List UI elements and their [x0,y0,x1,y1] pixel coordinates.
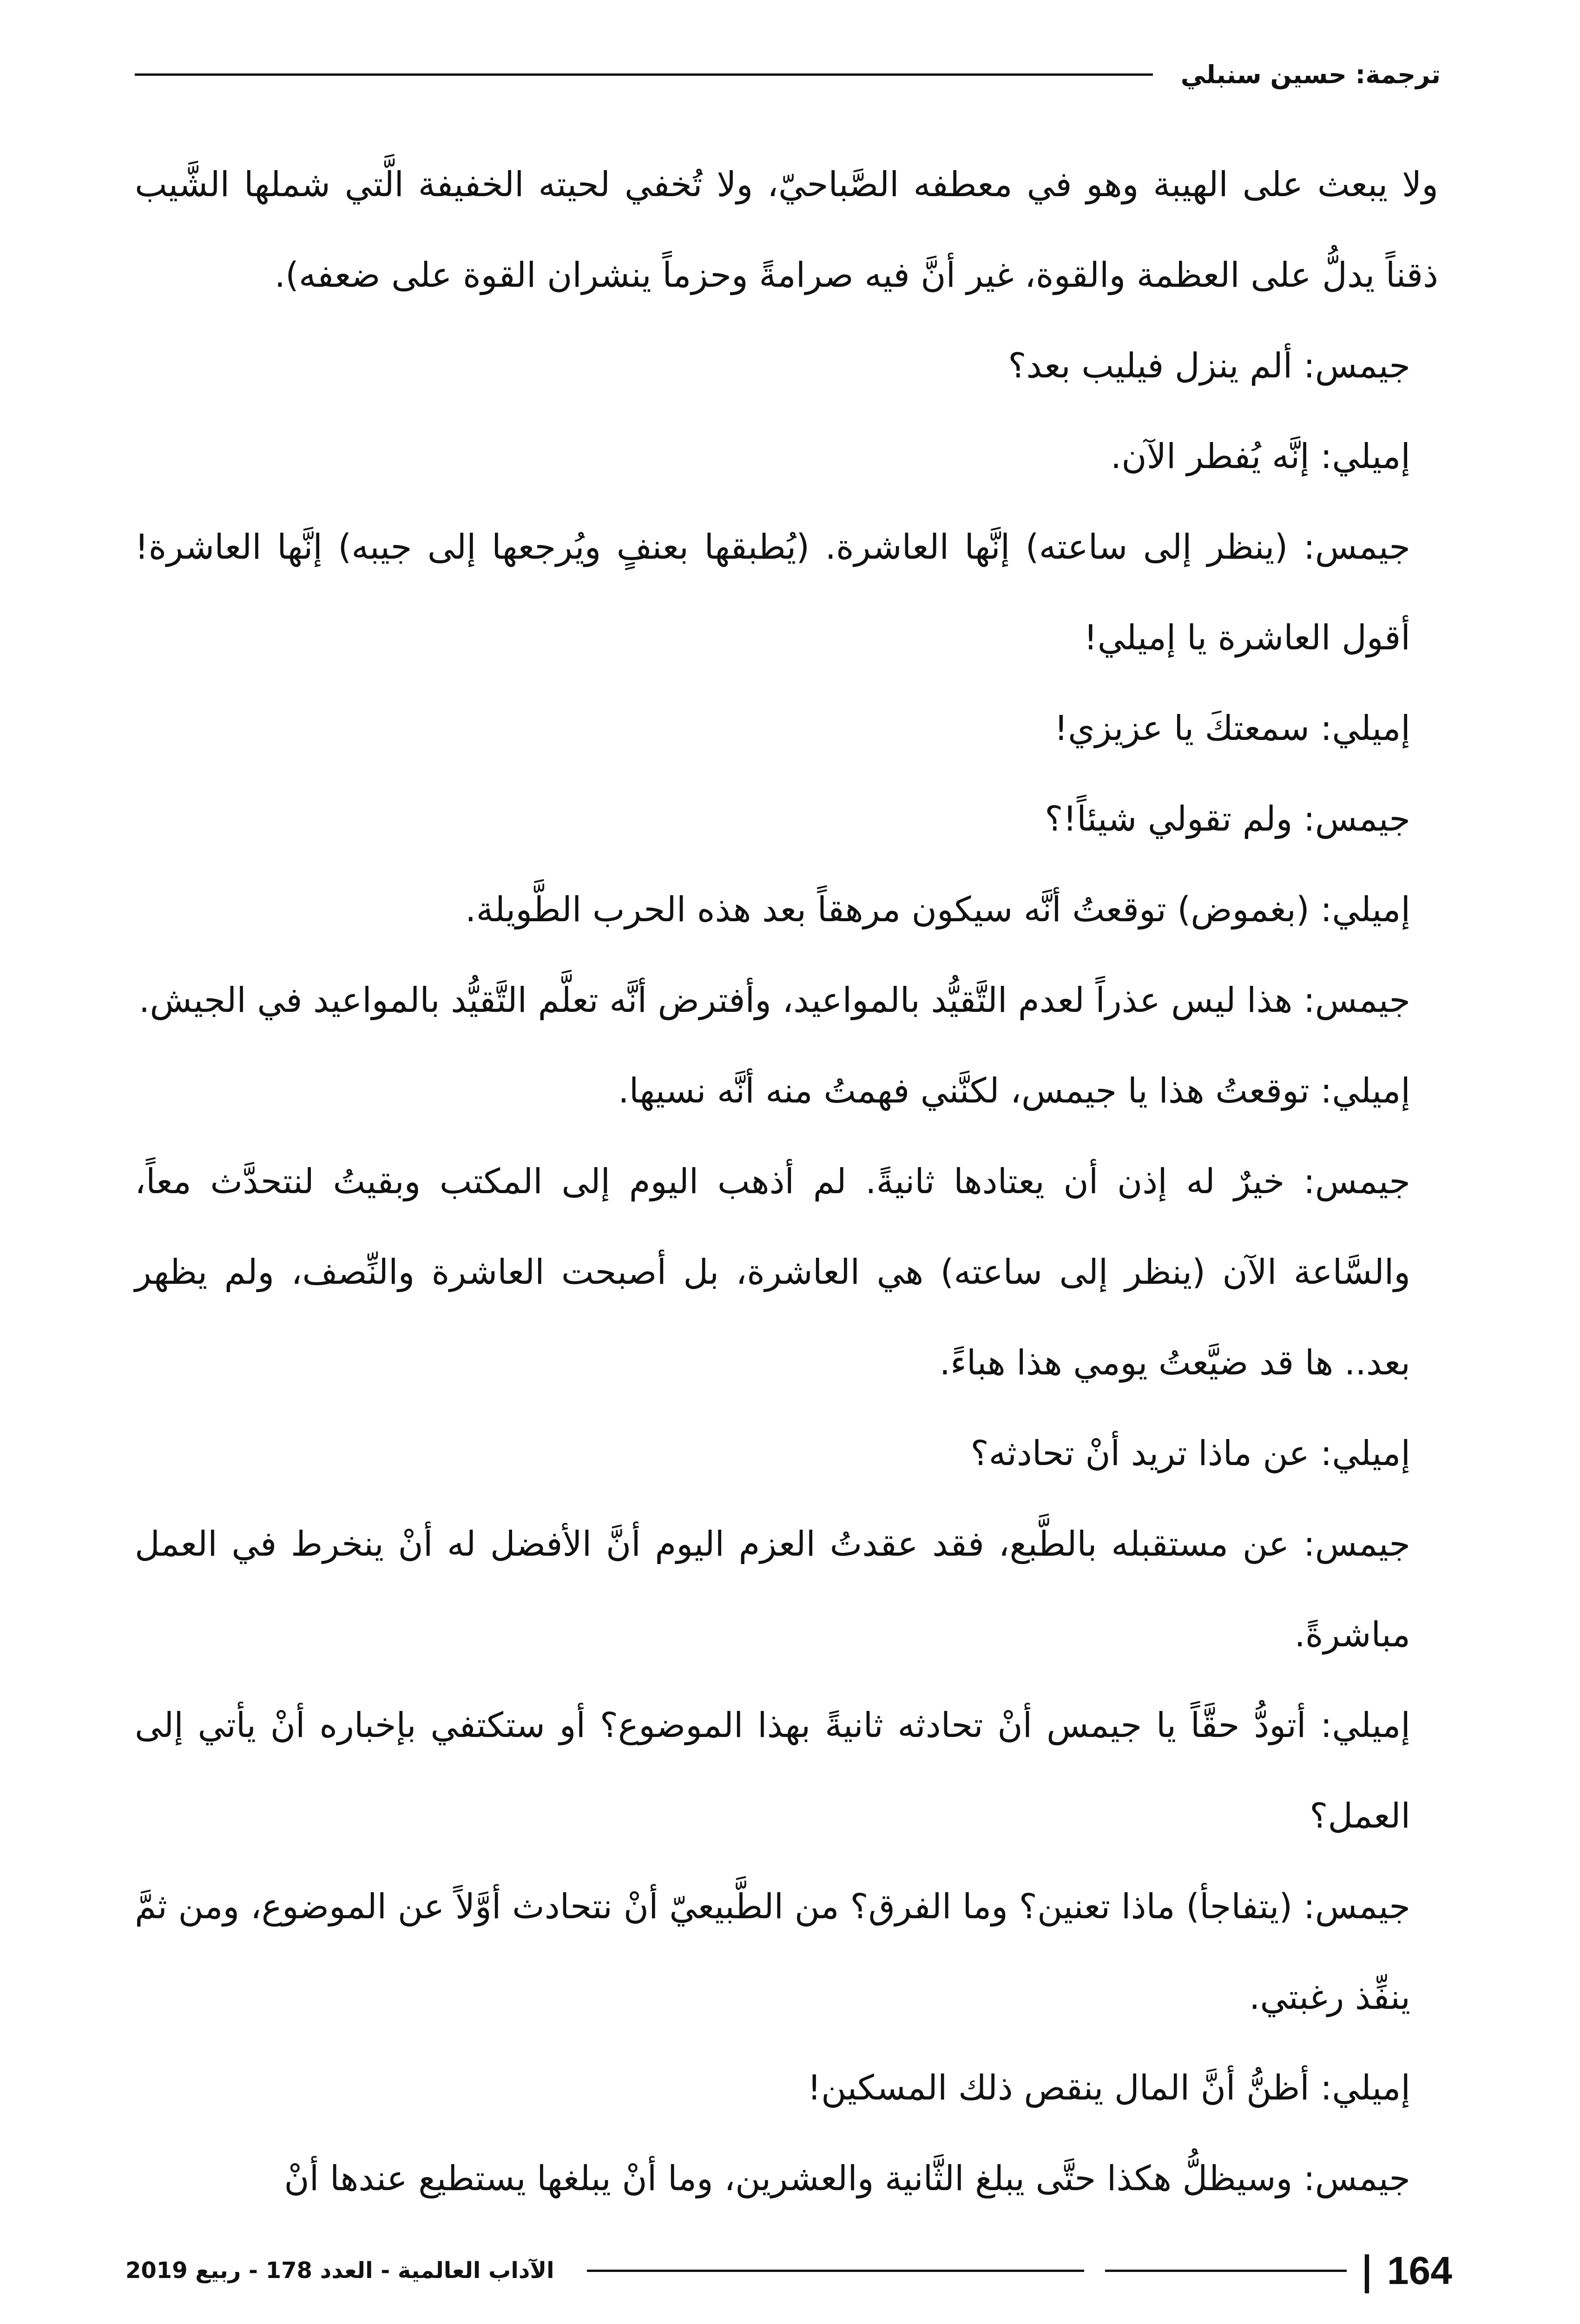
dialogue-line: إميلي: توقعتُ هذا يا جيمس، لكنَّني فهمتُ منه أنَّه نسيها. [618,1071,1410,1111]
dialogue-line: جيمس: ولم تقولي شيئاً!؟ [1045,799,1410,839]
dialogue-line: إميلي: سمعتكَ يا عزيزي! [1054,708,1410,748]
dialogue-line: إميلي: عن ماذا تريد أنْ تحادثه؟ [970,1433,1410,1473]
stage-direction-paragraph: ولا يبعث على الهيبة وهو في معطفه الصَّباحيّ، ولا تُخفي لحيته الخفيفة الَّتي شملها الشَّيب ذقناً يدلُّ على العظمة والقوة، غير أنَّ فيه صرامةً وحزماً ينشران القوة على ضعفه). [135,165,1438,295]
dialogue-line: جيمس: ألم ينزل فيليب بعد؟ [1008,346,1410,386]
page-number: 164 [1387,2248,1452,2292]
dialogue-line: جيمس: خيرٌ له إذن أن يعتادها ثانيةً. لم أذهب اليوم إلى المكتب وبقيتُ لنتحدَّث معاً، والسَّاعة الآن (ينظر إلى ساعته) هي العاشرة، بل أصبحت العاشرة والنِّصف، ولم يظهر بعد.. ها قد ضيَّعتُ يومي هذا هباءً. [135,1162,1410,1383]
dialogue-line: إميلي: أظنُّ أنَّ المال ينقص ذلك المسكين! [807,2068,1410,2108]
page-footer [125,2245,1452,2296]
dialogue-line: جيمس: هذا ليس عذراً لعدم التَّقيُّد بالمواعيد، وأفترض أنَّه تعلَّم التَّقيُّد بالمواعيد في الجيش. [138,980,1410,1020]
dialogue-line: جيمس: عن مستقبله بالطَّبع، فقد عقدتُ العزم اليوم أنَّ الأفضل له أنْ ينخرط في العمل مباشرةً. [135,1524,1410,1655]
dialogue-line: جيمس: (يتفاجأ) ماذا تعنين؟ وما الفرق؟ من الطَّبيعيّ أنْ نتحادث أوَّلاً عن الموضوع، ومن ثمَّ ينفِّذ رغبتي. [135,1887,1410,2017]
header-rule [135,73,1153,76]
dialogue-line: إميلي: (بغموض) توقعتُ أنَّه سيكون مرهقاً بعد هذه الحرب الطَّويلة. [465,890,1410,930]
dialogue-line: جيمس: وسيظلُّ هكذا حتَّى يبلغ الثَّانية والعشرين، وما أنْ يبلغها يستطيع عندها أنْ [284,2159,1410,2199]
footer-rule-short [1105,2270,1347,2272]
article-body [135,139,1438,2224]
dialogue-line: إميلي: أتودُّ حقَّاً يا جيمس أنْ تحادثه ثانيةً بهذا الموضوع؟ أو ستكتفي بإخباره أنْ يأتي إلى العمل؟ [135,1705,1410,1836]
dialogue-line: إميلي: إنَّه يُفطر الآن. [1110,436,1410,476]
page-header [135,51,1441,98]
footer-rule-long [587,2270,1085,2272]
page-number-separator: | [1360,2248,1374,2293]
journal-issue-label: الآداب العالمية - العدد 178 - ربيع 2019 [125,2258,554,2284]
dialogue-line: جيمس: (ينظر إلى ساعته) إنَّها العاشرة. (يُطبقها بعنفٍ ويُرجعها إلى جيبه) إنَّها العاشرة! أقول العاشرة يا إميلي! [135,527,1410,658]
translator-credit: ترجمة: حسين سنبلي [1180,59,1441,89]
